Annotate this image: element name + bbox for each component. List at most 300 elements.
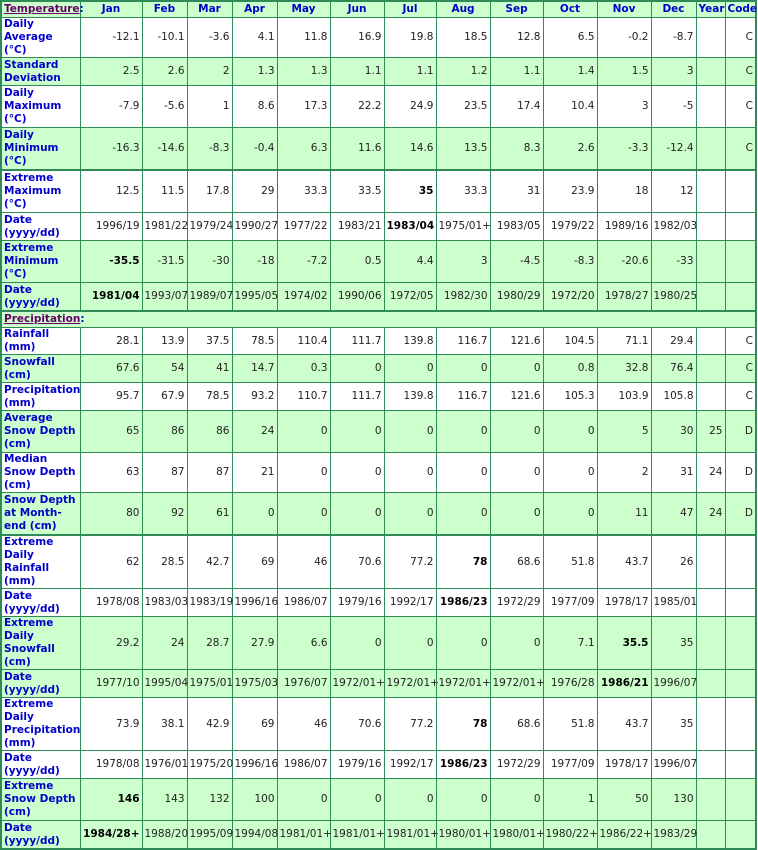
table-row xyxy=(1,821,756,850)
cell-mar: 86 xyxy=(187,411,232,453)
cell-nov: 1.5 xyxy=(597,58,651,86)
cell-feb: 143 xyxy=(142,779,187,821)
temperature-section xyxy=(1,18,756,312)
cell-year xyxy=(696,617,725,670)
cell-oct: 1979/22 xyxy=(543,213,597,241)
cell-sep: 0 xyxy=(490,411,543,453)
row-label: Average Snow Depth (cm) xyxy=(1,411,80,453)
col-header-oct: Oct xyxy=(543,1,597,18)
cell-apr: 29 xyxy=(232,170,277,213)
cell-mar: 2 xyxy=(187,58,232,86)
cell-jan: 2.5 xyxy=(80,58,142,86)
cell-code: D xyxy=(725,493,756,536)
cell-apr: 27.9 xyxy=(232,617,277,670)
cell-aug: 3 xyxy=(436,241,490,283)
cell-aug: 33.3 xyxy=(436,170,490,213)
cell-apr: 1995/05 xyxy=(232,283,277,312)
cell-nov: 43.7 xyxy=(597,535,651,589)
cell-sep: 1983/05 xyxy=(490,213,543,241)
cell-aug: 116.7 xyxy=(436,383,490,411)
cell-feb: 86 xyxy=(142,411,187,453)
cell-aug: 1.2 xyxy=(436,58,490,86)
cell-jun: 16.9 xyxy=(330,18,384,58)
cell-feb: 92 xyxy=(142,493,187,536)
row-label: Snowfall (cm) xyxy=(1,355,80,383)
cell-apr: 93.2 xyxy=(232,383,277,411)
cell-oct: 1 xyxy=(543,779,597,821)
cell-dec: 12 xyxy=(651,170,696,213)
cell-code xyxy=(725,670,756,698)
cell-dec: -12.4 xyxy=(651,128,696,171)
cell-oct: 1.4 xyxy=(543,58,597,86)
cell-aug: 13.5 xyxy=(436,128,490,171)
cell-jun: 0 xyxy=(330,411,384,453)
cell-may: 46 xyxy=(277,535,330,589)
cell-code: C xyxy=(725,18,756,58)
cell-aug: 0 xyxy=(436,779,490,821)
cell-jul: 0 xyxy=(384,453,436,493)
cell-apr: 1990/27 xyxy=(232,213,277,241)
cell-jun: 0 xyxy=(330,493,384,536)
cell-sep: 68.6 xyxy=(490,535,543,589)
cell-aug: 0 xyxy=(436,617,490,670)
table-row xyxy=(1,411,756,453)
cell-jun: 0.5 xyxy=(330,241,384,283)
cell-jan: -7.9 xyxy=(80,86,142,128)
cell-code: C xyxy=(725,86,756,128)
cell-apr: 8.6 xyxy=(232,86,277,128)
cell-year xyxy=(696,355,725,383)
cell-year: 24 xyxy=(696,453,725,493)
cell-jan: 63 xyxy=(80,453,142,493)
cell-dec: 35 xyxy=(651,617,696,670)
row-label: Date (yyyy/dd) xyxy=(1,283,80,312)
cell-feb: -10.1 xyxy=(142,18,187,58)
cell-feb: -14.6 xyxy=(142,128,187,171)
precipitation-link[interactable]: Precipitation xyxy=(4,313,81,325)
cell-apr: 14.7 xyxy=(232,355,277,383)
cell-jul: 77.2 xyxy=(384,535,436,589)
col-header-jan: Jan xyxy=(80,1,142,18)
cell-may: 0.3 xyxy=(277,355,330,383)
cell-jul: 1972/01+ xyxy=(384,670,436,698)
cell-mar: 42.9 xyxy=(187,698,232,751)
cell-year xyxy=(696,18,725,58)
cell-may: 17.3 xyxy=(277,86,330,128)
cell-may: 0 xyxy=(277,493,330,536)
cell-oct: 1980/22+ xyxy=(543,821,597,850)
cell-may: 1.3 xyxy=(277,58,330,86)
cell-nov: 1978/17 xyxy=(597,751,651,779)
cell-jun: 1990/06 xyxy=(330,283,384,312)
cell-jan: 29.2 xyxy=(80,617,142,670)
cell-apr: 1996/16 xyxy=(232,751,277,779)
colon: : xyxy=(80,313,85,325)
cell-apr: 78.5 xyxy=(232,328,277,355)
cell-apr: -0.4 xyxy=(232,128,277,171)
cell-mar: 1975/20 xyxy=(187,751,232,779)
cell-may: 46 xyxy=(277,698,330,751)
cell-oct: 51.8 xyxy=(543,535,597,589)
cell-jun: 0 xyxy=(330,617,384,670)
cell-dec: 26 xyxy=(651,535,696,589)
cell-year xyxy=(696,170,725,213)
temperature-section-header xyxy=(1,1,84,18)
cell-may: 0 xyxy=(277,411,330,453)
row-label: Date (yyyy/dd) xyxy=(1,670,80,698)
cell-dec: 130 xyxy=(651,779,696,821)
col-header-code: Code xyxy=(725,1,756,18)
cell-sep: 12.8 xyxy=(490,18,543,58)
cell-aug: 0 xyxy=(436,355,490,383)
cell-jul: 35 xyxy=(384,170,436,213)
cell-jan: 62 xyxy=(80,535,142,589)
cell-feb: 67.9 xyxy=(142,383,187,411)
cell-oct: 0 xyxy=(543,453,597,493)
cell-oct: 104.5 xyxy=(543,328,597,355)
cell-jan: 1984/28+ xyxy=(80,821,142,850)
col-header-year: Year xyxy=(696,1,725,18)
cell-year xyxy=(696,589,725,617)
row-label: Date (yyyy/dd) xyxy=(1,751,80,779)
cell-year: 25 xyxy=(696,411,725,453)
table-row xyxy=(1,213,756,241)
table-row xyxy=(1,283,756,312)
cell-year xyxy=(696,821,725,850)
cell-nov: 1986/21 xyxy=(597,670,651,698)
cell-code: D xyxy=(725,453,756,493)
cell-dec: -5 xyxy=(651,86,696,128)
row-label: Date (yyyy/dd) xyxy=(1,589,80,617)
cell-code: C xyxy=(725,328,756,355)
cell-code: C xyxy=(725,355,756,383)
cell-year: 24 xyxy=(696,493,725,536)
table-row xyxy=(1,86,756,128)
cell-feb: -31.5 xyxy=(142,241,187,283)
cell-mar: 1 xyxy=(187,86,232,128)
cell-mar: 17.8 xyxy=(187,170,232,213)
cell-jan: 1996/19 xyxy=(80,213,142,241)
cell-dec: 1996/07 xyxy=(651,751,696,779)
cell-nov: 35.5 xyxy=(597,617,651,670)
cell-aug: 18.5 xyxy=(436,18,490,58)
cell-nov: 1978/27 xyxy=(597,283,651,312)
cell-may: 1981/01+ xyxy=(277,821,330,850)
cell-aug: 1972/01+ xyxy=(436,670,490,698)
cell-sep: 0 xyxy=(490,617,543,670)
cell-jan: 80 xyxy=(80,493,142,536)
cell-jan: 1981/04 xyxy=(80,283,142,312)
cell-sep: 0 xyxy=(490,779,543,821)
cell-aug: 116.7 xyxy=(436,328,490,355)
cell-jun: 1981/01+ xyxy=(330,821,384,850)
cell-code xyxy=(725,589,756,617)
cell-oct: 0 xyxy=(543,493,597,536)
cell-jun: 0 xyxy=(330,779,384,821)
cell-aug: 1980/01+ xyxy=(436,821,490,850)
cell-nov: 32.8 xyxy=(597,355,651,383)
col-header-may: May xyxy=(277,1,330,18)
cell-sep: 1980/01+ xyxy=(490,821,543,850)
cell-mar: -8.3 xyxy=(187,128,232,171)
cell-jul: 1983/04 xyxy=(384,213,436,241)
cell-oct: 0 xyxy=(543,411,597,453)
cell-feb: 1993/07 xyxy=(142,283,187,312)
cell-sep: 31 xyxy=(490,170,543,213)
table-row xyxy=(1,698,756,751)
cell-mar: 1979/24 xyxy=(187,213,232,241)
table-row xyxy=(1,383,756,411)
cell-dec: 3 xyxy=(651,58,696,86)
table-row xyxy=(1,241,756,283)
temperature-link[interactable]: Temperature xyxy=(4,3,80,15)
cell-dec: -33 xyxy=(651,241,696,283)
cell-may: 0 xyxy=(277,779,330,821)
cell-year xyxy=(696,58,725,86)
cell-nov: 3 xyxy=(597,86,651,128)
cell-jul: 1972/05 xyxy=(384,283,436,312)
cell-aug: 1982/30 xyxy=(436,283,490,312)
cell-jul: 1.1 xyxy=(384,58,436,86)
table-row xyxy=(1,355,756,383)
cell-feb: 1983/03 xyxy=(142,589,187,617)
cell-code xyxy=(725,617,756,670)
cell-jul: 0 xyxy=(384,411,436,453)
cell-may: 1986/07 xyxy=(277,751,330,779)
cell-jan: 95.7 xyxy=(80,383,142,411)
row-label: Daily Maximum (°C) xyxy=(1,86,80,128)
cell-nov: 5 xyxy=(597,411,651,453)
cell-nov: -3.3 xyxy=(597,128,651,171)
cell-may: 1977/22 xyxy=(277,213,330,241)
cell-dec: 1996/07 xyxy=(651,670,696,698)
cell-sep: 121.6 xyxy=(490,383,543,411)
cell-jan: -12.1 xyxy=(80,18,142,58)
cell-nov: -20.6 xyxy=(597,241,651,283)
cell-year xyxy=(696,670,725,698)
cell-mar: 87 xyxy=(187,453,232,493)
cell-dec: 29.4 xyxy=(651,328,696,355)
cell-may: 33.3 xyxy=(277,170,330,213)
cell-jan: 1978/08 xyxy=(80,589,142,617)
cell-jul: 0 xyxy=(384,617,436,670)
cell-sep: 121.6 xyxy=(490,328,543,355)
cell-nov: 50 xyxy=(597,779,651,821)
row-label: Median Snow Depth (cm) xyxy=(1,453,80,493)
cell-nov: 18 xyxy=(597,170,651,213)
cell-nov: 71.1 xyxy=(597,328,651,355)
row-label: Extreme Daily Precipitation (mm) xyxy=(1,698,80,751)
cell-jun: 70.6 xyxy=(330,698,384,751)
cell-mar: 28.7 xyxy=(187,617,232,670)
row-label: Extreme Daily Rainfall (mm) xyxy=(1,535,80,589)
cell-code xyxy=(725,213,756,241)
cell-mar: 41 xyxy=(187,355,232,383)
row-label: Date (yyyy/dd) xyxy=(1,821,80,850)
cell-year xyxy=(696,751,725,779)
cell-dec: 35 xyxy=(651,698,696,751)
cell-year xyxy=(696,383,725,411)
cell-dec: 76.4 xyxy=(651,355,696,383)
row-label: Extreme Snow Depth (cm) xyxy=(1,779,80,821)
table-row xyxy=(1,751,756,779)
cell-jul: 14.6 xyxy=(384,128,436,171)
cell-apr: 69 xyxy=(232,535,277,589)
cell-oct: 51.8 xyxy=(543,698,597,751)
cell-code xyxy=(725,535,756,589)
precipitation-header-row xyxy=(1,311,756,328)
cell-dec: 1985/01 xyxy=(651,589,696,617)
cell-may: 11.8 xyxy=(277,18,330,58)
cell-jan: 146 xyxy=(80,779,142,821)
cell-feb: 1988/20 xyxy=(142,821,187,850)
cell-oct: 105.3 xyxy=(543,383,597,411)
cell-jun: 111.7 xyxy=(330,328,384,355)
precipitation-header-cell xyxy=(1,311,756,328)
cell-apr: 4.1 xyxy=(232,18,277,58)
cell-year xyxy=(696,283,725,312)
cell-code xyxy=(725,241,756,283)
cell-may: 6.3 xyxy=(277,128,330,171)
cell-code xyxy=(725,779,756,821)
cell-feb: 28.5 xyxy=(142,535,187,589)
cell-code xyxy=(725,698,756,751)
row-label: Extreme Maximum (°C) xyxy=(1,170,80,213)
cell-code xyxy=(725,170,756,213)
cell-mar: 37.5 xyxy=(187,328,232,355)
cell-feb: 1995/04 xyxy=(142,670,187,698)
cell-jul: 1992/17 xyxy=(384,751,436,779)
cell-may: 1976/07 xyxy=(277,670,330,698)
cell-oct: 6.5 xyxy=(543,18,597,58)
cell-feb: -5.6 xyxy=(142,86,187,128)
table-row xyxy=(1,170,756,213)
row-label: Precipitation (mm) xyxy=(1,383,80,411)
cell-feb: 1976/01 xyxy=(142,751,187,779)
cell-jun: 33.5 xyxy=(330,170,384,213)
cell-dec: -8.7 xyxy=(651,18,696,58)
cell-dec: 1980/25 xyxy=(651,283,696,312)
cell-sep: 1972/29 xyxy=(490,751,543,779)
cell-oct: 1972/20 xyxy=(543,283,597,312)
cell-oct: 1976/28 xyxy=(543,670,597,698)
cell-feb: 54 xyxy=(142,355,187,383)
row-label: Snow Depth at Month-end (cm) xyxy=(1,493,80,536)
table-row xyxy=(1,493,756,536)
cell-code: C xyxy=(725,128,756,171)
cell-nov: 1989/16 xyxy=(597,213,651,241)
col-header-sep: Sep xyxy=(490,1,543,18)
cell-jan: -35.5 xyxy=(80,241,142,283)
cell-jun: 1979/16 xyxy=(330,589,384,617)
cell-nov: 103.9 xyxy=(597,383,651,411)
cell-jul: 0 xyxy=(384,355,436,383)
cell-jul: 4.4 xyxy=(384,241,436,283)
cell-jan: 65 xyxy=(80,411,142,453)
cell-mar: -3.6 xyxy=(187,18,232,58)
cell-oct: 10.4 xyxy=(543,86,597,128)
cell-code xyxy=(725,283,756,312)
table-header-row xyxy=(1,1,756,18)
cell-may: -7.2 xyxy=(277,241,330,283)
cell-feb: 24 xyxy=(142,617,187,670)
cell-may: 110.4 xyxy=(277,328,330,355)
cell-may: 1986/07 xyxy=(277,589,330,617)
cell-dec: 1982/03 xyxy=(651,213,696,241)
cell-oct: 0.8 xyxy=(543,355,597,383)
cell-sep: 0 xyxy=(490,453,543,493)
cell-apr: -18 xyxy=(232,241,277,283)
cell-aug: 1986/23 xyxy=(436,589,490,617)
cell-aug: 0 xyxy=(436,411,490,453)
cell-jun: 22.2 xyxy=(330,86,384,128)
cell-dec: 47 xyxy=(651,493,696,536)
cell-sep: 1972/01+ xyxy=(490,670,543,698)
table-row xyxy=(1,779,756,821)
col-header-dec: Dec xyxy=(651,1,696,18)
cell-oct: 7.1 xyxy=(543,617,597,670)
col-header-mar: Mar xyxy=(187,1,232,18)
cell-jul: 0 xyxy=(384,779,436,821)
cell-apr: 24 xyxy=(232,411,277,453)
row-label: Rainfall (mm) xyxy=(1,328,80,355)
cell-apr: 0 xyxy=(232,493,277,536)
col-header-feb: Feb xyxy=(142,1,187,18)
cell-sep: 68.6 xyxy=(490,698,543,751)
table-row xyxy=(1,328,756,355)
cell-mar: 61 xyxy=(187,493,232,536)
cell-year xyxy=(696,241,725,283)
cell-feb: 13.9 xyxy=(142,328,187,355)
cell-code: C xyxy=(725,58,756,86)
table-row xyxy=(1,589,756,617)
cell-jun: 0 xyxy=(330,453,384,493)
cell-jun: 111.7 xyxy=(330,383,384,411)
cell-may: 0 xyxy=(277,453,330,493)
cell-oct: -8.3 xyxy=(543,241,597,283)
cell-dec: 30 xyxy=(651,411,696,453)
cell-sep: 1972/29 xyxy=(490,589,543,617)
row-label: Extreme Daily Snowfall (cm) xyxy=(1,617,80,670)
cell-feb: 1981/22 xyxy=(142,213,187,241)
cell-mar: 132 xyxy=(187,779,232,821)
cell-feb: 38.1 xyxy=(142,698,187,751)
cell-aug: 0 xyxy=(436,493,490,536)
row-label: Date (yyyy/dd) xyxy=(1,213,80,241)
cell-sep: 0 xyxy=(490,493,543,536)
cell-jul: 139.8 xyxy=(384,383,436,411)
cell-year xyxy=(696,535,725,589)
cell-sep: 1980/29 xyxy=(490,283,543,312)
cell-jan: 1977/10 xyxy=(80,670,142,698)
cell-sep: 17.4 xyxy=(490,86,543,128)
cell-mar: 78.5 xyxy=(187,383,232,411)
cell-sep: 0 xyxy=(490,355,543,383)
cell-code: C xyxy=(725,383,756,411)
cell-may: 6.6 xyxy=(277,617,330,670)
cell-jul: 1992/17 xyxy=(384,589,436,617)
col-header-apr: Apr xyxy=(232,1,277,18)
cell-mar: 1995/09 xyxy=(187,821,232,850)
cell-apr: 1.3 xyxy=(232,58,277,86)
cell-jan: 73.9 xyxy=(80,698,142,751)
cell-apr: 1994/08 xyxy=(232,821,277,850)
cell-nov: 1978/17 xyxy=(597,589,651,617)
cell-feb: 87 xyxy=(142,453,187,493)
cell-mar: 1989/07 xyxy=(187,283,232,312)
cell-aug: 1975/01+ xyxy=(436,213,490,241)
cell-feb: 11.5 xyxy=(142,170,187,213)
